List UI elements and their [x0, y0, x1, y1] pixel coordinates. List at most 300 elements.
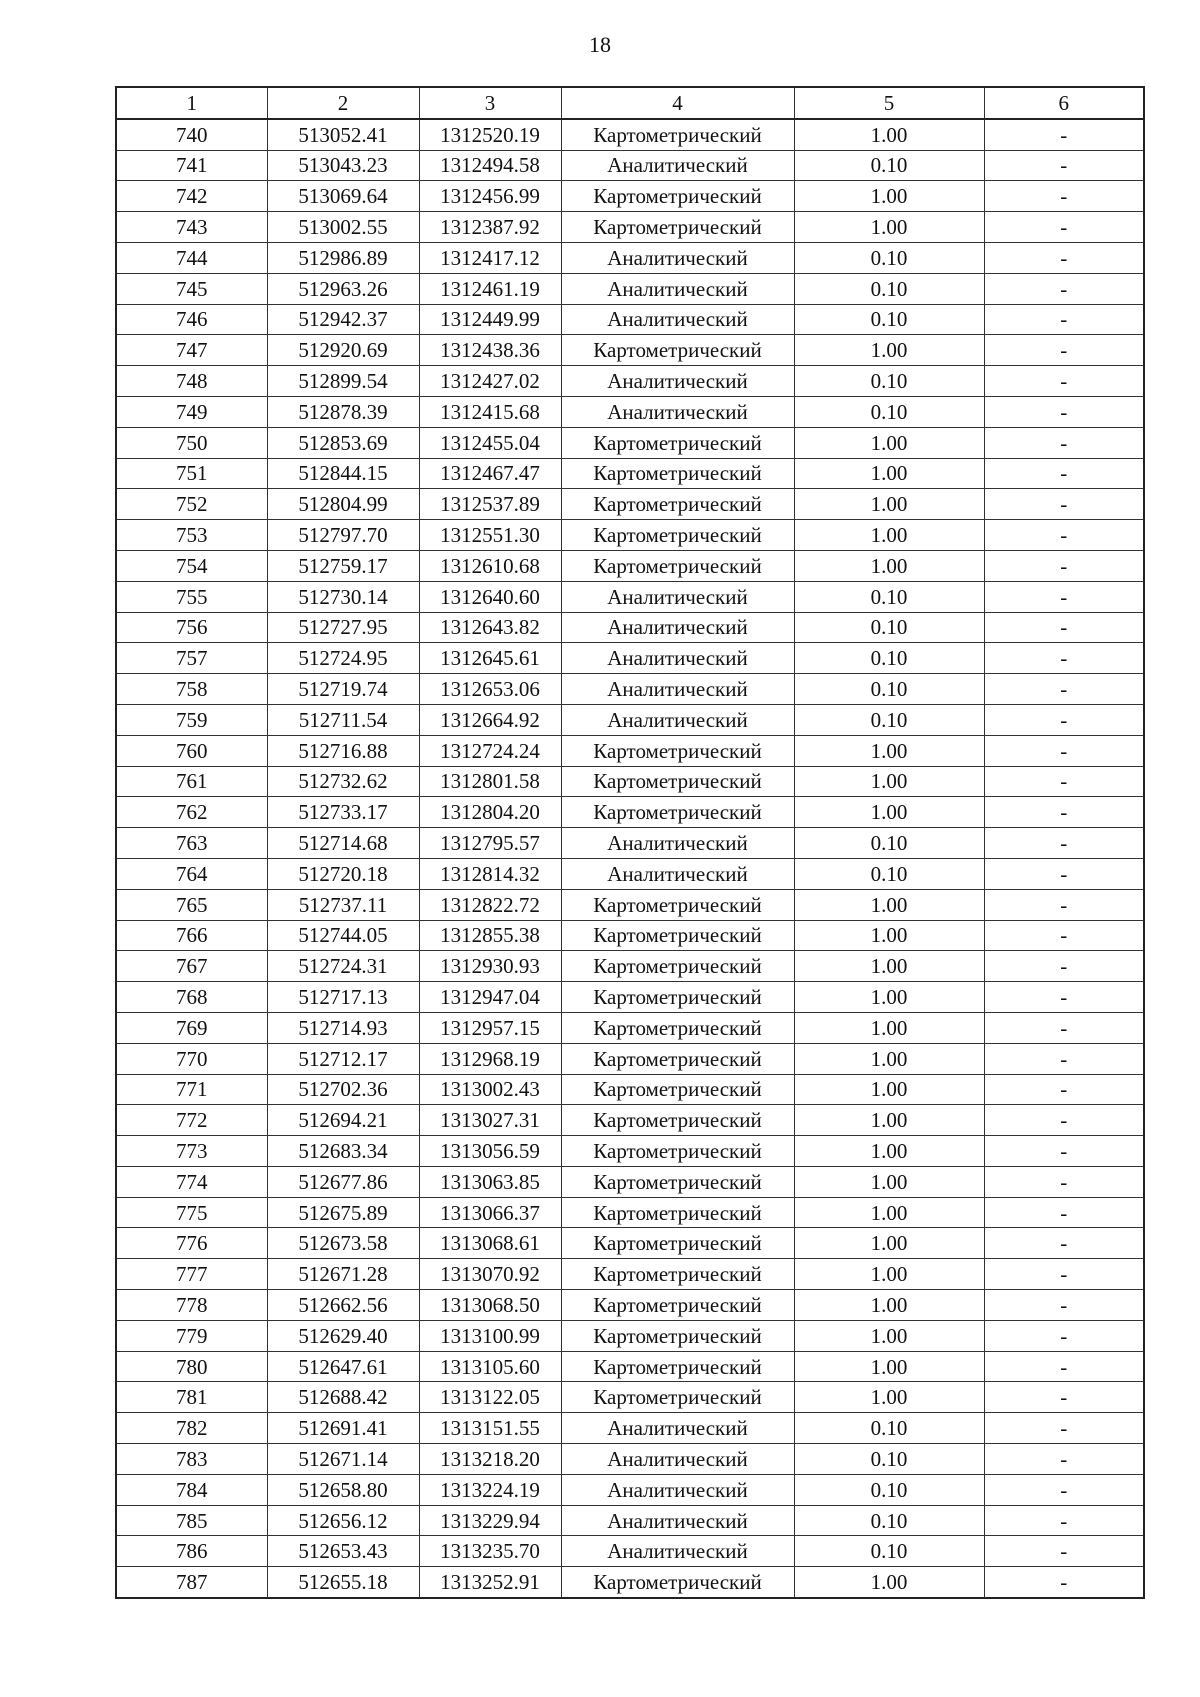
- table-row: [116, 1228, 1144, 1259]
- cell-x-coordinate: 512683.34: [267, 1136, 419, 1167]
- cell-point-number: 766: [116, 920, 267, 951]
- cell-accuracy: 0.10: [794, 1505, 984, 1536]
- cell-accuracy: 0.10: [794, 1444, 984, 1475]
- table-row: [116, 335, 1144, 366]
- cell-x-coordinate: 512691.41: [267, 1413, 419, 1444]
- cell-point-number: 785: [116, 1505, 267, 1536]
- cell-x-coordinate: 512844.15: [267, 458, 419, 489]
- cell-method: Картометрический: [561, 1351, 794, 1382]
- cell-y-coordinate: 1313122.05: [419, 1382, 561, 1413]
- cell-accuracy: 1.00: [794, 951, 984, 982]
- cell-y-coordinate: 1312438.36: [419, 335, 561, 366]
- cell-x-coordinate: 512716.88: [267, 735, 419, 766]
- table-row: [116, 520, 1144, 551]
- cell-y-coordinate: 1313056.59: [419, 1136, 561, 1167]
- header-cell-1: 1: [116, 87, 267, 119]
- table-row: [116, 212, 1144, 243]
- table-row: [116, 735, 1144, 766]
- cell-method: Картометрический: [561, 212, 794, 243]
- cell-method: Картометрический: [561, 1320, 794, 1351]
- cell-accuracy: 1.00: [794, 797, 984, 828]
- cell-y-coordinate: 1312551.30: [419, 520, 561, 551]
- table-row: [116, 828, 1144, 859]
- cell-accuracy: 0.10: [794, 366, 984, 397]
- cell-y-coordinate: 1312801.58: [419, 766, 561, 797]
- cell-x-coordinate: 512733.17: [267, 797, 419, 828]
- cell-y-coordinate: 1312645.61: [419, 643, 561, 674]
- cell-y-coordinate: 1312520.19: [419, 119, 561, 150]
- cell-y-coordinate: 1312610.68: [419, 550, 561, 581]
- cell-note: -: [984, 304, 1144, 335]
- cell-accuracy: 1.00: [794, 1105, 984, 1136]
- cell-y-coordinate: 1313235.70: [419, 1536, 561, 1567]
- cell-point-number: 763: [116, 828, 267, 859]
- cell-y-coordinate: 1312653.06: [419, 674, 561, 705]
- cell-point-number: 781: [116, 1382, 267, 1413]
- cell-x-coordinate: 512675.89: [267, 1197, 419, 1228]
- cell-method: Аналитический: [561, 643, 794, 674]
- cell-x-coordinate: 512759.17: [267, 550, 419, 581]
- cell-point-number: 767: [116, 951, 267, 982]
- cell-method: Картометрический: [561, 550, 794, 581]
- cell-accuracy: 1.00: [794, 1136, 984, 1167]
- cell-method: Аналитический: [561, 1444, 794, 1475]
- table-row: [116, 458, 1144, 489]
- cell-accuracy: 0.10: [794, 674, 984, 705]
- cell-y-coordinate: 1313151.55: [419, 1413, 561, 1444]
- cell-accuracy: 1.00: [794, 1166, 984, 1197]
- cell-method: Аналитический: [561, 242, 794, 273]
- cell-x-coordinate: 512658.80: [267, 1474, 419, 1505]
- cell-method: Картометрический: [561, 458, 794, 489]
- cell-x-coordinate: 512711.54: [267, 704, 419, 735]
- cell-accuracy: 1.00: [794, 212, 984, 243]
- cell-point-number: 768: [116, 982, 267, 1013]
- cell-method: Картометрический: [561, 1197, 794, 1228]
- cell-method: Картометрический: [561, 1012, 794, 1043]
- table-row: [116, 1166, 1144, 1197]
- table-row: [116, 150, 1144, 181]
- cell-accuracy: 0.10: [794, 643, 984, 674]
- cell-x-coordinate: 513069.64: [267, 181, 419, 212]
- cell-note: -: [984, 458, 1144, 489]
- cell-note: -: [984, 1012, 1144, 1043]
- cell-x-coordinate: 512647.61: [267, 1351, 419, 1382]
- cell-point-number: 771: [116, 1074, 267, 1105]
- cell-note: -: [984, 396, 1144, 427]
- cell-accuracy: 1.00: [794, 1290, 984, 1321]
- cell-y-coordinate: 1312957.15: [419, 1012, 561, 1043]
- cell-x-coordinate: 513043.23: [267, 150, 419, 181]
- cell-point-number: 757: [116, 643, 267, 674]
- cell-method: Аналитический: [561, 828, 794, 859]
- cell-note: -: [984, 643, 1144, 674]
- cell-x-coordinate: 512662.56: [267, 1290, 419, 1321]
- cell-x-coordinate: 512730.14: [267, 581, 419, 612]
- cell-method: Картометрический: [561, 181, 794, 212]
- cell-y-coordinate: 1312417.12: [419, 242, 561, 273]
- cell-accuracy: 1.00: [794, 1382, 984, 1413]
- table-row: [116, 1320, 1144, 1351]
- cell-x-coordinate: 512942.37: [267, 304, 419, 335]
- cell-y-coordinate: 1313066.37: [419, 1197, 561, 1228]
- cell-y-coordinate: 1312640.60: [419, 581, 561, 612]
- cell-x-coordinate: 512720.18: [267, 858, 419, 889]
- cell-y-coordinate: 1312814.32: [419, 858, 561, 889]
- cell-note: -: [984, 1382, 1144, 1413]
- cell-x-coordinate: 512963.26: [267, 273, 419, 304]
- cell-x-coordinate: 512920.69: [267, 335, 419, 366]
- cell-accuracy: 1.00: [794, 889, 984, 920]
- cell-accuracy: 0.10: [794, 242, 984, 273]
- cell-method: Картометрический: [561, 1228, 794, 1259]
- cell-note: -: [984, 335, 1144, 366]
- cell-x-coordinate: 512688.42: [267, 1382, 419, 1413]
- cell-method: Аналитический: [561, 1536, 794, 1567]
- cell-accuracy: 1.00: [794, 1351, 984, 1382]
- table-header: [116, 87, 1144, 119]
- cell-x-coordinate: 512797.70: [267, 520, 419, 551]
- cell-note: -: [984, 212, 1144, 243]
- cell-y-coordinate: 1313252.91: [419, 1567, 561, 1598]
- header-row: [116, 87, 1144, 119]
- cell-method: Аналитический: [561, 1505, 794, 1536]
- cell-note: -: [984, 612, 1144, 643]
- cell-y-coordinate: 1312415.68: [419, 396, 561, 427]
- cell-method: Картометрический: [561, 427, 794, 458]
- cell-point-number: 743: [116, 212, 267, 243]
- cell-accuracy: 1.00: [794, 550, 984, 581]
- cell-x-coordinate: 512724.95: [267, 643, 419, 674]
- cell-y-coordinate: 1312456.99: [419, 181, 561, 212]
- cell-point-number: 762: [116, 797, 267, 828]
- table-row: [116, 1259, 1144, 1290]
- table-row: [116, 1290, 1144, 1321]
- table-row: [116, 797, 1144, 828]
- cell-note: -: [984, 1043, 1144, 1074]
- cell-point-number: 779: [116, 1320, 267, 1351]
- cell-note: -: [984, 951, 1144, 982]
- cell-x-coordinate: 513002.55: [267, 212, 419, 243]
- table-row: [116, 1043, 1144, 1074]
- cell-method: Аналитический: [561, 674, 794, 705]
- cell-note: -: [984, 828, 1144, 859]
- cell-x-coordinate: 512714.93: [267, 1012, 419, 1043]
- cell-note: -: [984, 119, 1144, 150]
- cell-point-number: 769: [116, 1012, 267, 1043]
- cell-point-number: 782: [116, 1413, 267, 1444]
- cell-method: Картометрический: [561, 951, 794, 982]
- cell-method: Аналитический: [561, 396, 794, 427]
- cell-point-number: 749: [116, 396, 267, 427]
- cell-method: Картометрический: [561, 920, 794, 951]
- cell-method: Картометрический: [561, 119, 794, 150]
- cell-y-coordinate: 1312427.02: [419, 366, 561, 397]
- cell-y-coordinate: 1312664.92: [419, 704, 561, 735]
- cell-method: Картометрический: [561, 1166, 794, 1197]
- cell-x-coordinate: 512653.43: [267, 1536, 419, 1567]
- cell-note: -: [984, 1413, 1144, 1444]
- cell-point-number: 752: [116, 489, 267, 520]
- cell-accuracy: 1.00: [794, 1012, 984, 1043]
- page-number: 18: [589, 32, 611, 57]
- cell-y-coordinate: 1313070.92: [419, 1259, 561, 1290]
- cell-y-coordinate: 1313027.31: [419, 1105, 561, 1136]
- cell-y-coordinate: 1313100.99: [419, 1320, 561, 1351]
- cell-note: -: [984, 1505, 1144, 1536]
- cell-note: -: [984, 735, 1144, 766]
- table-row: [116, 1413, 1144, 1444]
- table-row: [116, 1444, 1144, 1475]
- cell-point-number: 780: [116, 1351, 267, 1382]
- cell-note: -: [984, 273, 1144, 304]
- table-row: [116, 366, 1144, 397]
- cell-method: Картометрический: [561, 1290, 794, 1321]
- cell-point-number: 765: [116, 889, 267, 920]
- cell-point-number: 750: [116, 427, 267, 458]
- header-cell-5: 5: [794, 87, 984, 119]
- table-row: [116, 304, 1144, 335]
- cell-method: Картометрический: [561, 982, 794, 1013]
- table-row: [116, 119, 1144, 150]
- cell-point-number: 778: [116, 1290, 267, 1321]
- cell-point-number: 744: [116, 242, 267, 273]
- cell-note: -: [984, 704, 1144, 735]
- cell-method: Картометрический: [561, 1105, 794, 1136]
- table-row: [116, 1536, 1144, 1567]
- cell-y-coordinate: 1312968.19: [419, 1043, 561, 1074]
- cell-accuracy: 1.00: [794, 181, 984, 212]
- cell-y-coordinate: 1313229.94: [419, 1505, 561, 1536]
- cell-accuracy: 1.00: [794, 458, 984, 489]
- cell-accuracy: 1.00: [794, 427, 984, 458]
- cell-point-number: 761: [116, 766, 267, 797]
- cell-accuracy: 0.10: [794, 581, 984, 612]
- cell-point-number: 777: [116, 1259, 267, 1290]
- cell-y-coordinate: 1312822.72: [419, 889, 561, 920]
- cell-accuracy: 1.00: [794, 1320, 984, 1351]
- cell-note: -: [984, 520, 1144, 551]
- table-body: [116, 119, 1144, 1598]
- header-cell-4: 4: [561, 87, 794, 119]
- cell-point-number: 745: [116, 273, 267, 304]
- cell-point-number: 759: [116, 704, 267, 735]
- cell-y-coordinate: 1312724.24: [419, 735, 561, 766]
- cell-x-coordinate: 512878.39: [267, 396, 419, 427]
- table-row: [116, 766, 1144, 797]
- cell-x-coordinate: 512677.86: [267, 1166, 419, 1197]
- cell-note: -: [984, 674, 1144, 705]
- cell-accuracy: 1.00: [794, 920, 984, 951]
- cell-note: -: [984, 1351, 1144, 1382]
- cell-note: -: [984, 1474, 1144, 1505]
- cell-x-coordinate: 512727.95: [267, 612, 419, 643]
- cell-note: -: [984, 581, 1144, 612]
- cell-accuracy: 0.10: [794, 1536, 984, 1567]
- cell-note: -: [984, 1136, 1144, 1167]
- cell-x-coordinate: 512853.69: [267, 427, 419, 458]
- cell-x-coordinate: 512712.17: [267, 1043, 419, 1074]
- table-row: [116, 1105, 1144, 1136]
- cell-point-number: 751: [116, 458, 267, 489]
- cell-method: Картометрический: [561, 1043, 794, 1074]
- cell-note: -: [984, 1536, 1144, 1567]
- cell-note: -: [984, 550, 1144, 581]
- cell-x-coordinate: 512694.21: [267, 1105, 419, 1136]
- table-row: [116, 1136, 1144, 1167]
- cell-point-number: 753: [116, 520, 267, 551]
- cell-point-number: 775: [116, 1197, 267, 1228]
- cell-note: -: [984, 150, 1144, 181]
- table-row: [116, 1197, 1144, 1228]
- cell-note: -: [984, 1074, 1144, 1105]
- table-row: [116, 643, 1144, 674]
- table-row: [116, 612, 1144, 643]
- cell-note: -: [984, 1567, 1144, 1598]
- cell-method: Аналитический: [561, 581, 794, 612]
- cell-point-number: 740: [116, 119, 267, 150]
- cell-y-coordinate: 1312643.82: [419, 612, 561, 643]
- cell-point-number: 770: [116, 1043, 267, 1074]
- table-row: [116, 920, 1144, 951]
- cell-accuracy: 0.10: [794, 304, 984, 335]
- cell-accuracy: 1.00: [794, 119, 984, 150]
- table-row: [116, 181, 1144, 212]
- cell-accuracy: 1.00: [794, 1259, 984, 1290]
- cell-y-coordinate: 1312947.04: [419, 982, 561, 1013]
- cell-method: Аналитический: [561, 858, 794, 889]
- table-row: [116, 1012, 1144, 1043]
- cell-method: Картометрический: [561, 1074, 794, 1105]
- cell-accuracy: 0.10: [794, 858, 984, 889]
- cell-note: -: [984, 766, 1144, 797]
- cell-x-coordinate: 512719.74: [267, 674, 419, 705]
- table-row: [116, 489, 1144, 520]
- cell-method: Картометрический: [561, 335, 794, 366]
- cell-point-number: 741: [116, 150, 267, 181]
- cell-y-coordinate: 1312455.04: [419, 427, 561, 458]
- cell-note: -: [984, 858, 1144, 889]
- cell-accuracy: 0.10: [794, 1474, 984, 1505]
- cell-y-coordinate: 1312930.93: [419, 951, 561, 982]
- cell-method: Аналитический: [561, 612, 794, 643]
- cell-point-number: 772: [116, 1105, 267, 1136]
- cell-note: -: [984, 920, 1144, 951]
- cell-accuracy: 1.00: [794, 520, 984, 551]
- table-row: [116, 858, 1144, 889]
- cell-note: -: [984, 1290, 1144, 1321]
- cell-x-coordinate: 512714.68: [267, 828, 419, 859]
- table-row: [116, 889, 1144, 920]
- table-row: [116, 550, 1144, 581]
- cell-point-number: 746: [116, 304, 267, 335]
- cell-note: -: [984, 982, 1144, 1013]
- cell-accuracy: 1.00: [794, 1228, 984, 1259]
- cell-x-coordinate: 512804.99: [267, 489, 419, 520]
- cell-method: Аналитический: [561, 304, 794, 335]
- cell-note: -: [984, 1228, 1144, 1259]
- cell-y-coordinate: 1312461.19: [419, 273, 561, 304]
- cell-point-number: 754: [116, 550, 267, 581]
- table-row: [116, 1505, 1144, 1536]
- cell-x-coordinate: 512737.11: [267, 889, 419, 920]
- cell-y-coordinate: 1313002.43: [419, 1074, 561, 1105]
- cell-method: Картометрический: [561, 489, 794, 520]
- cell-x-coordinate: 512732.62: [267, 766, 419, 797]
- cell-accuracy: 1.00: [794, 1074, 984, 1105]
- cell-point-number: 760: [116, 735, 267, 766]
- cell-point-number: 787: [116, 1567, 267, 1598]
- cell-y-coordinate: 1312795.57: [419, 828, 561, 859]
- cell-note: -: [984, 1166, 1144, 1197]
- table-row: [116, 704, 1144, 735]
- cell-y-coordinate: 1313063.85: [419, 1166, 561, 1197]
- cell-point-number: 755: [116, 581, 267, 612]
- table-row: [116, 1074, 1144, 1105]
- cell-accuracy: 1.00: [794, 489, 984, 520]
- cell-note: -: [984, 366, 1144, 397]
- cell-x-coordinate: 512986.89: [267, 242, 419, 273]
- cell-x-coordinate: 512655.18: [267, 1567, 419, 1598]
- cell-x-coordinate: 512671.28: [267, 1259, 419, 1290]
- cell-x-coordinate: 512671.14: [267, 1444, 419, 1475]
- cell-method: Картометрический: [561, 766, 794, 797]
- cell-y-coordinate: 1313068.61: [419, 1228, 561, 1259]
- cell-method: Картометрический: [561, 735, 794, 766]
- cell-note: -: [984, 181, 1144, 212]
- table-row: [116, 242, 1144, 273]
- cell-x-coordinate: 512629.40: [267, 1320, 419, 1351]
- cell-note: -: [984, 1105, 1144, 1136]
- table-row: [116, 396, 1144, 427]
- cell-point-number: 747: [116, 335, 267, 366]
- cell-note: -: [984, 889, 1144, 920]
- table-row: [116, 1567, 1144, 1598]
- cell-note: -: [984, 1320, 1144, 1351]
- cell-x-coordinate: 512656.12: [267, 1505, 419, 1536]
- header-cell-2: 2: [267, 87, 419, 119]
- table-row: [116, 1351, 1144, 1382]
- cell-note: -: [984, 427, 1144, 458]
- cell-point-number: 764: [116, 858, 267, 889]
- cell-point-number: 774: [116, 1166, 267, 1197]
- cell-y-coordinate: 1313218.20: [419, 1444, 561, 1475]
- cell-accuracy: 1.00: [794, 335, 984, 366]
- cell-y-coordinate: 1312467.47: [419, 458, 561, 489]
- cell-x-coordinate: 512673.58: [267, 1228, 419, 1259]
- cell-x-coordinate: 512724.31: [267, 951, 419, 982]
- coordinates-table: [115, 86, 1145, 1599]
- cell-point-number: 773: [116, 1136, 267, 1167]
- cell-point-number: 742: [116, 181, 267, 212]
- cell-note: -: [984, 489, 1144, 520]
- cell-note: -: [984, 797, 1144, 828]
- cell-y-coordinate: 1313224.19: [419, 1474, 561, 1505]
- cell-accuracy: 0.10: [794, 273, 984, 304]
- cell-method: Аналитический: [561, 1413, 794, 1444]
- cell-method: Картометрический: [561, 520, 794, 551]
- cell-accuracy: 1.00: [794, 1567, 984, 1598]
- table-row: [116, 674, 1144, 705]
- cell-point-number: 758: [116, 674, 267, 705]
- cell-method: Картометрический: [561, 1136, 794, 1167]
- cell-note: -: [984, 242, 1144, 273]
- cell-y-coordinate: 1312387.92: [419, 212, 561, 243]
- table-row: [116, 951, 1144, 982]
- cell-y-coordinate: 1312449.99: [419, 304, 561, 335]
- cell-method: Картометрический: [561, 1259, 794, 1290]
- cell-y-coordinate: 1312537.89: [419, 489, 561, 520]
